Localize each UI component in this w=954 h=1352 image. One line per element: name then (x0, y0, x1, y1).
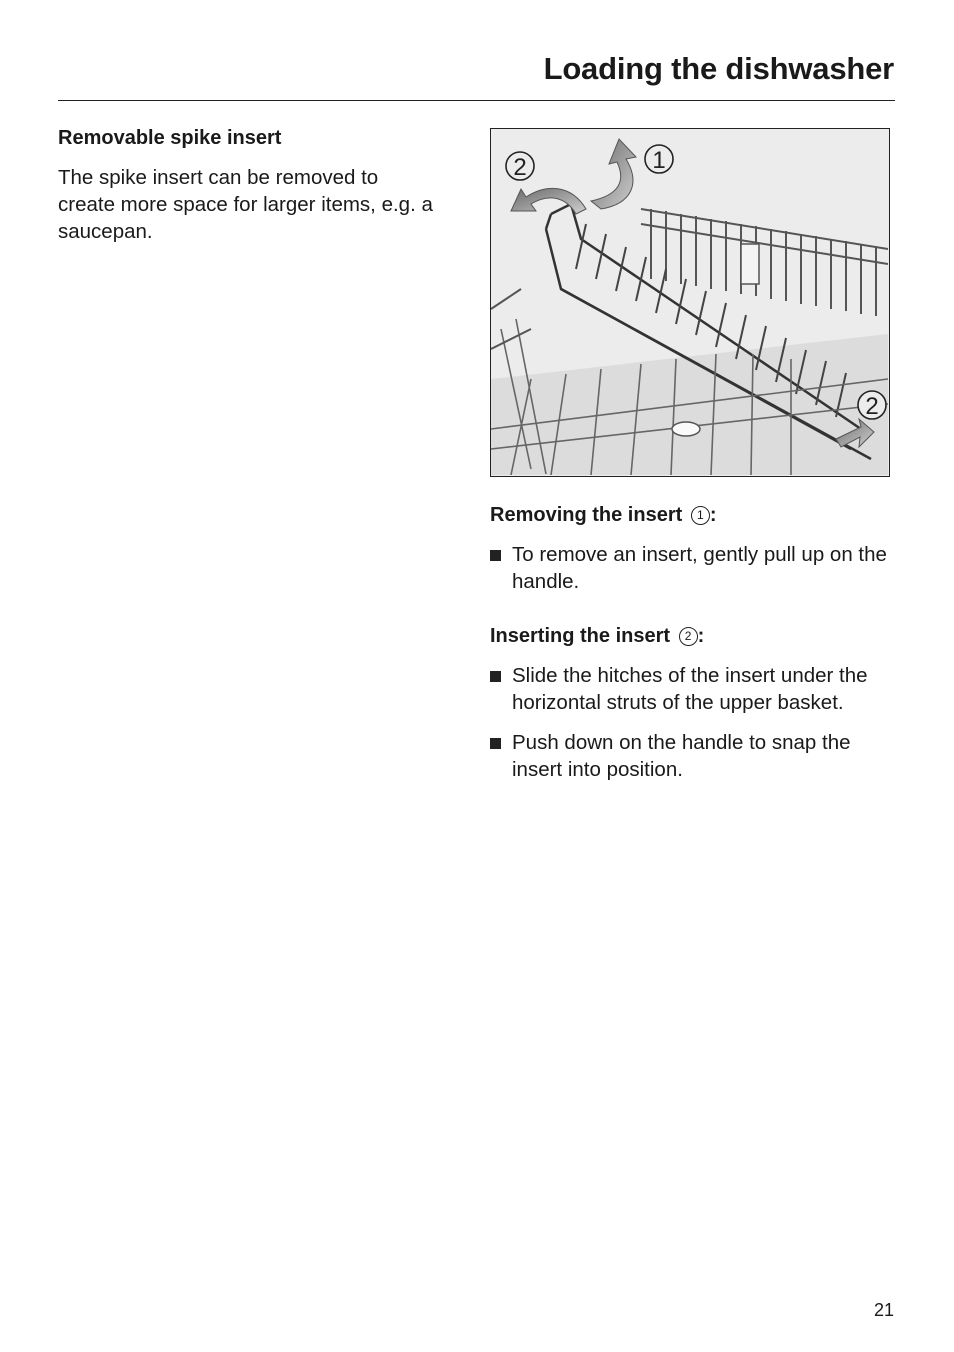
cylinder-item (672, 422, 700, 436)
spike-insert-illustration (490, 128, 890, 477)
removing-steps (490, 541, 900, 595)
page-number: 21 (873, 1300, 894, 1320)
removing-heading-label: Removing the insert (490, 504, 683, 526)
inserting-step-1: Slide the hitches of the insert under the horizontal struts of the upper basket. (512, 664, 868, 714)
callout-2-top (506, 152, 534, 181)
list-item (490, 541, 900, 595)
inserting-marker: 2 (679, 627, 698, 646)
bullet-square-icon (490, 671, 501, 682)
svg-text:1: 1 (652, 147, 666, 174)
svg-text:2: 2 (513, 154, 527, 181)
bullet-square-icon (490, 550, 501, 561)
basket-drawing (491, 129, 888, 475)
page-title: Loading the dishwasher (543, 51, 894, 86)
title-rule (58, 100, 895, 101)
svg-text:2: 2 (865, 393, 879, 420)
section-heading: Removable spike insert (58, 127, 282, 149)
removing-marker: 1 (691, 506, 710, 525)
inserting-heading-label: Inserting the insert (490, 625, 671, 647)
list-item (490, 662, 900, 716)
callout-2-bottom (858, 391, 886, 420)
list-item (490, 729, 900, 783)
inserting-step-2: Push down on the handle to snap the insert into position. (512, 731, 851, 781)
inserting-heading (490, 622, 900, 650)
removing-heading (490, 501, 900, 529)
inserting-steps (490, 662, 900, 783)
removing-step-1: To remove an insert, gently pull up on the handle. (512, 543, 887, 593)
bullet-square-icon (490, 738, 501, 749)
cup-holder (741, 244, 759, 284)
inserting-colon: : (697, 625, 705, 647)
callout-1 (645, 145, 673, 174)
right-column (490, 128, 900, 796)
intro-paragraph: The spike insert can be removed to create more space for larger items, e.g. a saucepan. (58, 166, 433, 243)
removing-colon: : (709, 504, 717, 526)
left-column (58, 124, 438, 245)
